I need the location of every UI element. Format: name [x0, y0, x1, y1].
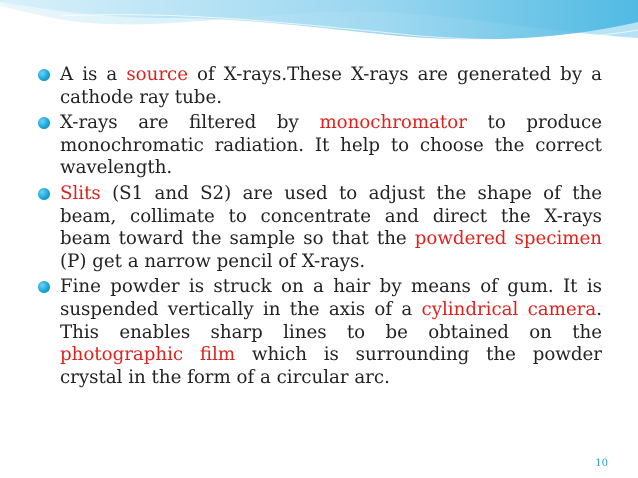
body-text: A is a: [60, 64, 127, 85]
body-text: to produce monochromatic radiation. It help to choose the correct wavelength.: [60, 112, 602, 179]
highlighted-term: Slits: [60, 182, 101, 204]
bullet-item: [36, 183, 602, 273]
bullet-list: [36, 64, 602, 392]
bullet-item: [36, 112, 602, 180]
bullet-dot-icon: [38, 188, 50, 200]
page-number: 10: [595, 458, 608, 469]
bullet-dot-icon: [38, 69, 50, 81]
bullet-item: [36, 64, 602, 109]
highlighted-term: cylindrical camera: [421, 298, 597, 320]
body-text: X-rays are filtered by: [60, 112, 320, 134]
body-text: (P) get a narrow pencil of X-rays.: [60, 250, 366, 272]
highlighted-term: photographic film: [60, 344, 236, 366]
body-text: . This enables sharp lines to be obtained on the: [60, 298, 602, 343]
header-wave-decoration: [0, 0, 638, 70]
bullet-item: [36, 276, 602, 389]
body-text: of X-rays.These X-rays are generated by a cathode ray tube.: [60, 64, 602, 108]
highlighted-term: monochromator: [319, 112, 467, 134]
body-text: which is surrounding the powder crystal in the form of a circular arc.: [60, 344, 602, 388]
highlighted-term: powdered specimen: [414, 228, 602, 250]
body-text: (S1 and S2) are used to adjust the shape of the beam, collimate to concentrate and direct the X-rays beam toward the sample so that the: [60, 182, 602, 250]
bullet-dot-icon: [38, 281, 50, 293]
highlighted-term: source: [126, 64, 188, 85]
body-text: Fine powder is struck on a hair by means of gum. It is suspended vertically in the axis of a: [60, 276, 602, 320]
bullet-dot-icon: [38, 117, 50, 129]
